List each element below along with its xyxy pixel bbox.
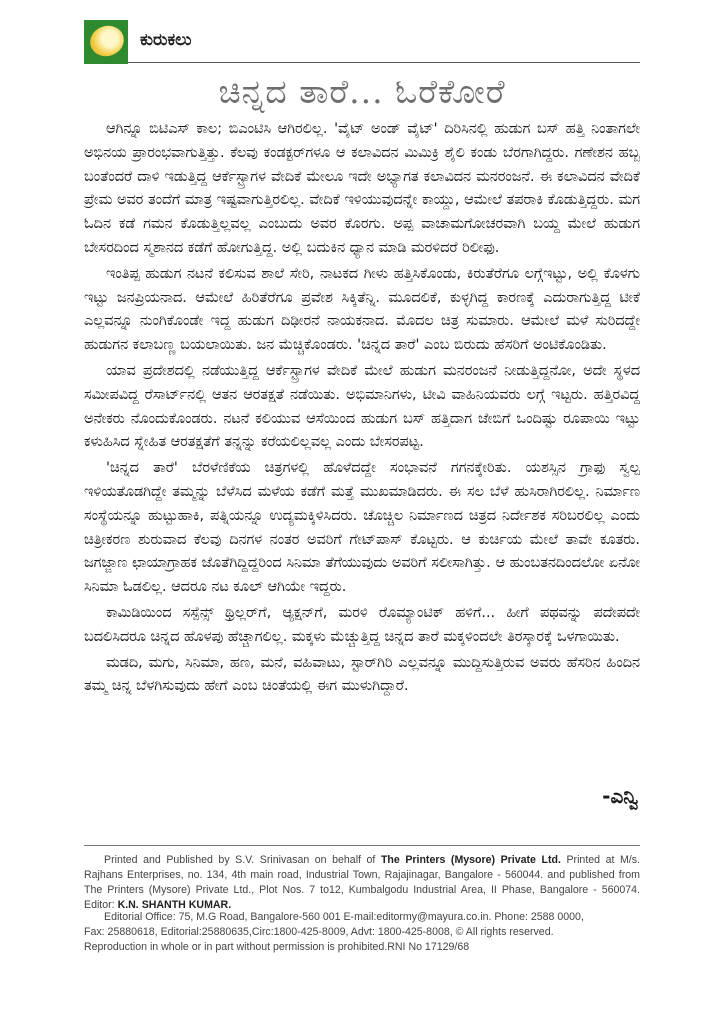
publisher-name: The Printers (Mysore) Private Ltd. [380, 854, 561, 866]
imprint-text [84, 853, 640, 913]
section-title: ಕುರುಕಲು [140, 30, 192, 50]
imprint-part: Printed at M/s. Rajhans Enterprises, no. 134, 4th main road, Industrial Town, Rajajinagar, Bangalore - 560044. and published from The Printers (Mysore) Private Ltd., Plot Nos. 7 to12, Kumbalgodu Industrial Area, II Phase, Bangalore - 560074. Editor: [84, 854, 640, 911]
contact-line: Editorial Office: 75, M.G Road, Bangalore-560 001 E-mail:editormy@mayura.co.in. Phone: 2588 0000, [104, 911, 584, 923]
contact-line: Fax: 25880618, Editorial:25880635,Circ:1800-425-8009, Advt: 1800-425-8008, © All rights reserved. [84, 926, 554, 938]
footer-divider [84, 845, 640, 846]
article-title: ಚಿನ್ನದ ತಾರೆ... ಓರೆಕೋರೆ [218, 72, 506, 111]
paragraph: 'ಚಿನ್ನದ ತಾರೆ' ಬೆರಳೆಣಿಕೆಯ ಚಿತ್ರಗಳಲ್ಲಿ ಹೊಳೆದದ್ದೇ ಸಂಭಾವನೆ ಗಗನಕ್ಕೇರಿತು. ಯಶಸ್ಸಿನ ಗ್ರಾಫು ಸ್ವಲ್ಪ ಇಳಿಯತೊಡಗಿದ್ದೇ ತಮ್ಮನ್ನು ಬೆಳೆಸಿದ ಮಳೆಯ ಕಡೆಗೆ ಮತ್ತೆ ಮುಖಮಾಡಿದರು. ಈ ಸಲ ಬೆಳೆ ಹುಸಿರಾಗಿರಲಿಲ್ಲ. ನಿರ್ಮಾಣ ಸಂಸ್ಥೆಯನ್ನೂ ಹುಟ್ಟುಹಾಕಿ, ಪತ್ನಿಯನ್ನೂ ಉದ್ಯಮಕ್ಕಿಳಿಸಿದರು. ಚೊಚ್ಚಿಲ ನಿರ್ಮಾಣದ ಚಿತ್ರದ ನಿರ್ದೇಶಕ ಸರಿಬರಲಿಲ್ಲ ಎಂದು ಚಿತ್ರೀಕರಣ ಶುರುವಾದ ಕೆಲವು ದಿನಗಳ ನಂತರ ಅವರಿಗೆ ಗೇಟ್‌ಪಾಸ್ ಕೊಟ್ಟರು. ಆ ಕುರ್ಚಿಯ ಮೇಲೆ ತಾವೇ ಕೂತರು. ಜಗಜ್ಜಾಣ ಛಾಯಾಗ್ರಾಹಕ ಜೊತೆಗಿದ್ದಿದ್ದರಿಂದ ಸಿನಿಮಾ ತೆಗೆಯುವುದು ಅವರಿಗೆ ಸಲೀಸಾಗಿತ್ತು. ಆ ಹುಂಬತನದಿಂದಲೋ ಏನೋ ಸಿನಿಮಾ ಓಡಲಿಲ್ಲ. ಆದರೂ ನಟ ಕೂಲ್ ಆಗಿಯೇ ಇದ್ದರು. [84, 460, 640, 596]
article-body [84, 118, 640, 701]
paragraph: ಮಡದಿ, ಮಗು, ಸಿನಿಮಾ, ಹಣ, ಮನೆ, ವಹಿವಾಟು, ಸ್ಟಾರ್‌ಗಿರಿ ಎಲ್ಲವನ್ನೂ ಮುದ್ದಿಸುತ್ತಿರುವ ಅವರು ಹೆಸರಿನ ಹಿಂದಿನ ತಮ್ಮ ಚಿನ್ನ ಬೆಳಗಿಸುವುದು ಹೇಗೆ ಎಂಬ ಚಿಂತೆಯಲ್ಲಿ ಈಗ ಮುಳುಗಿದ್ದಾರೆ. [84, 654, 640, 695]
header-divider [128, 62, 640, 63]
contact-line: Reproduction in whole or in part without permission is prohibited.RNI No 17129/68 [84, 941, 470, 953]
lemon-slice-icon [84, 20, 128, 64]
paragraph: ಇಂತಿಪ್ಪ ಹುಡುಗ ನಟನೆ ಕಲಿಸುವ ಶಾಲೆ ಸೇರಿ, ನಾಟಕದ ಗೀಳು ಹತ್ತಿಸಿಕೊಂಡು, ಕಿರುತೆರೆಗೂ ಲಗ್ಗೆಇಟ್ಟು, ಅಲ್ಲಿ ಕೊಳಗು ಇಟ್ಟು ಜನಪ್ರಿಯನಾದ. ಆಮೇಲೆ ಹಿರಿತೆರೆಗೂ ಪ್ರವೇಶ ಸಿಕ್ಕಿತೆನ್ನಿ. ಮೂದಲಿಕೆ, ಕುಳ್ಳಗಿದ್ದ ಕಾರಣಕ್ಕೆ ಎದುರಾಗುತ್ತಿದ್ದ ಟೀಕೆ ಎಲ್ಲವನ್ನೂ ನುಂಗಿಕೊಂಡೇ ಇದ್ದ ಹುಡುಗ ದಿಢೀರನೆ ನಾಯಕನಾದ. ಮೊದಲ ಚಿತ್ರ ಸುಮಾರು. ಆಮೇಲೆ ಮಳೆ ಸುರಿದದ್ದೇ ಹುಡುಗನ ಕಲಾಬಣ್ಣ ಬಯಲಾಯಿತು. ಜನ ಮೆಚ್ಚಿಕೊಂಡರು. 'ಚಿನ್ನದ ತಾರೆ' ಎಂಬ ಬಿರುದು ಹೆಸರಿಗೆ ಅಂಟಿಕೊಂಡಿತು. [84, 265, 640, 354]
paragraph: ಯಾವ ಪ್ರದೇಶದಲ್ಲಿ ನಡೆಯುತ್ತಿದ್ದ ಆರ್ಕೆಸ್ಟ್ರಾಗಳ ವೇದಿಕೆ ಮೇಲೆ ಹುಡುಗ ಮನರಂಜನೆ ನೀಡುತ್ತಿದ್ದನೋ, ಅದೇ ಸ್ಥಳದ ಸಮೀಪವಿದ್ದ ರೆಸಾರ್ಟ್‌ನಲ್ಲಿ ಆತನ ಆರತಕ್ಷತೆ ನಡೆಯಿತು. ಅಭಿಮಾನಿಗಳು, ಟೀವಿ ವಾಹಿನಿಯವರು ಲಗ್ಗೆ ಇಟ್ಟರು. ಹತ್ತಿರವಿದ್ದ ಅನೇಕರು ನೊಂದುಕೊಂಡರು. ನಟನೆ ಕಲಿಯುವ ಆಸೆಯಿಂದ ಹುಡುಗ ಬಸ್ ಹತ್ತಿದಾಗ ಜೇಬಿಗೆ ಒಂದಿಷ್ಟು ರೂಪಾಯಿ ಇಟ್ಟು ಕಳುಹಿಸಿದ ಸ್ನೇಹಿತ ಆರತಕ್ಷತೆಗೆ ತನ್ನನ್ನು ಕರೆಯಲಿಲ್ಲವಲ್ಲ ಎಂದು ಬೇಸರಪಟ್ಟ. [84, 362, 640, 451]
paragraph: ಕಾಮಿಡಿಯಿಂದ ಸಸ್ಪೆನ್ಸ್ ಥ್ರಿಲ್ಲರ್‌ಗೆ, ಆ್ಯಕ್ಷನ್‌ಗೆ, ಮರಳಿ ರೊಮ್ಯಾಂಟಿಕ್ ಹಳಿಗೆ... ಹೀಗೆ ಪಥವನ್ನು ಪದೇಪದೇ ಬದಲಿಸಿದರೂ ಚಿನ್ನದ ಹೊಳಪು ಹೆಚ್ಚಾಗಲಿಲ್ಲ. ಮಕ್ಕಳು ಮೆಚ್ಚುತ್ತಿದ್ದ ಚಿನ್ನದ ತಾರೆ ಮಕ್ಕಳಿಂದಲೇ ತಿರಸ್ಕಾರಕ್ಕೆ ಒಳಗಾಯಿತು. [84, 604, 640, 645]
page-header [84, 20, 640, 64]
author-signature: -ಎನ್ವಿ [602, 784, 638, 808]
contact-block [84, 910, 640, 955]
editor-name: K.N. SHANTH KUMAR. [117, 899, 232, 911]
paragraph: ಆಗಿನ್ನೂ ಬಿಟಿಎಸ್ ಕಾಲ; ಬಿಎಂಟಿಸಿ ಆಗಿರಲಿಲ್ಲ. 'ವೈಟ್ ಅಂಡ್ ವೈಟ್' ದಿರಿಸಿನಲ್ಲಿ ಹುಡುಗ ಬಸ್ ಹತ್ತಿ ನಿಂತಾಗಲೇ ಅಭಿನಯ ಪ್ರಾರಂಭವಾಗುತ್ತಿತ್ತು. ಕೆಲವು ಕಂಡಕ್ಟರ್‌ಗಳೂ ಆ ಕಲಾವಿದನ ಮಿಮಿಕ್ರಿ ಶೈಲಿ ಕಂಡು ಬೆರಗಾಗಿದ್ದರು. ಗಣೇಶನ ಹಬ್ಬ ಬಂತೆಂದರೆ ದಾಳಿ ಇಡುತ್ತಿದ್ದ ಆರ್ಕೆಸ್ಟ್ರಾಗಳ ವೇದಿಕೆ ಮೇಲೂ ಇದೇ ಅಭ್ಯಾಗತ ಕಲಾವಿದನ ಮನರಂಜನೆ. ಈ ಕಲಾವಿದನ ವೇದಿಕೆ ಪ್ರೇಮ ಅವರ ತಂದೆಗೆ ಮಾತ್ರ ಇಷ್ಟವಾಗುತ್ತಿರಲಿಲ್ಲ. ವೇದಿಕೆ ಇಳಿಯುವುದನ್ನೇ ಕಾಯ್ದು, ಆಮೇಲೆ ತಪರಾಕಿ ಕೊಡುತ್ತಿದ್ದರು. ಮಗ ಓದಿನ ಕಡೆ ಗಮನ ಕೊಡುತ್ತಿಲ್ಲವಲ್ಲ ಎಂಬುದು ಅವರ ಕೊರಗು. ಅಪ್ಪ ವಾಚಾಮಗೋಚರವಾಗಿ ಬಯ್ದ ಮೇಲೆ ಹುಡುಗ ಬೇಸರದಿಂದ ಸ್ಮಶಾನದ ಕಡೆಗೆ ಹೋಗುತ್ತಿದ್ದ. ಅಲ್ಲಿ ಬದುಕಿನ ಧ್ಯಾನ ಮಾಡಿ ಮರಳಿದರೆ ರಿಲೀಫು. [84, 121, 640, 256]
imprint-part: Printed and Published by S.V. Srinivasan on behalf of [104, 854, 381, 866]
